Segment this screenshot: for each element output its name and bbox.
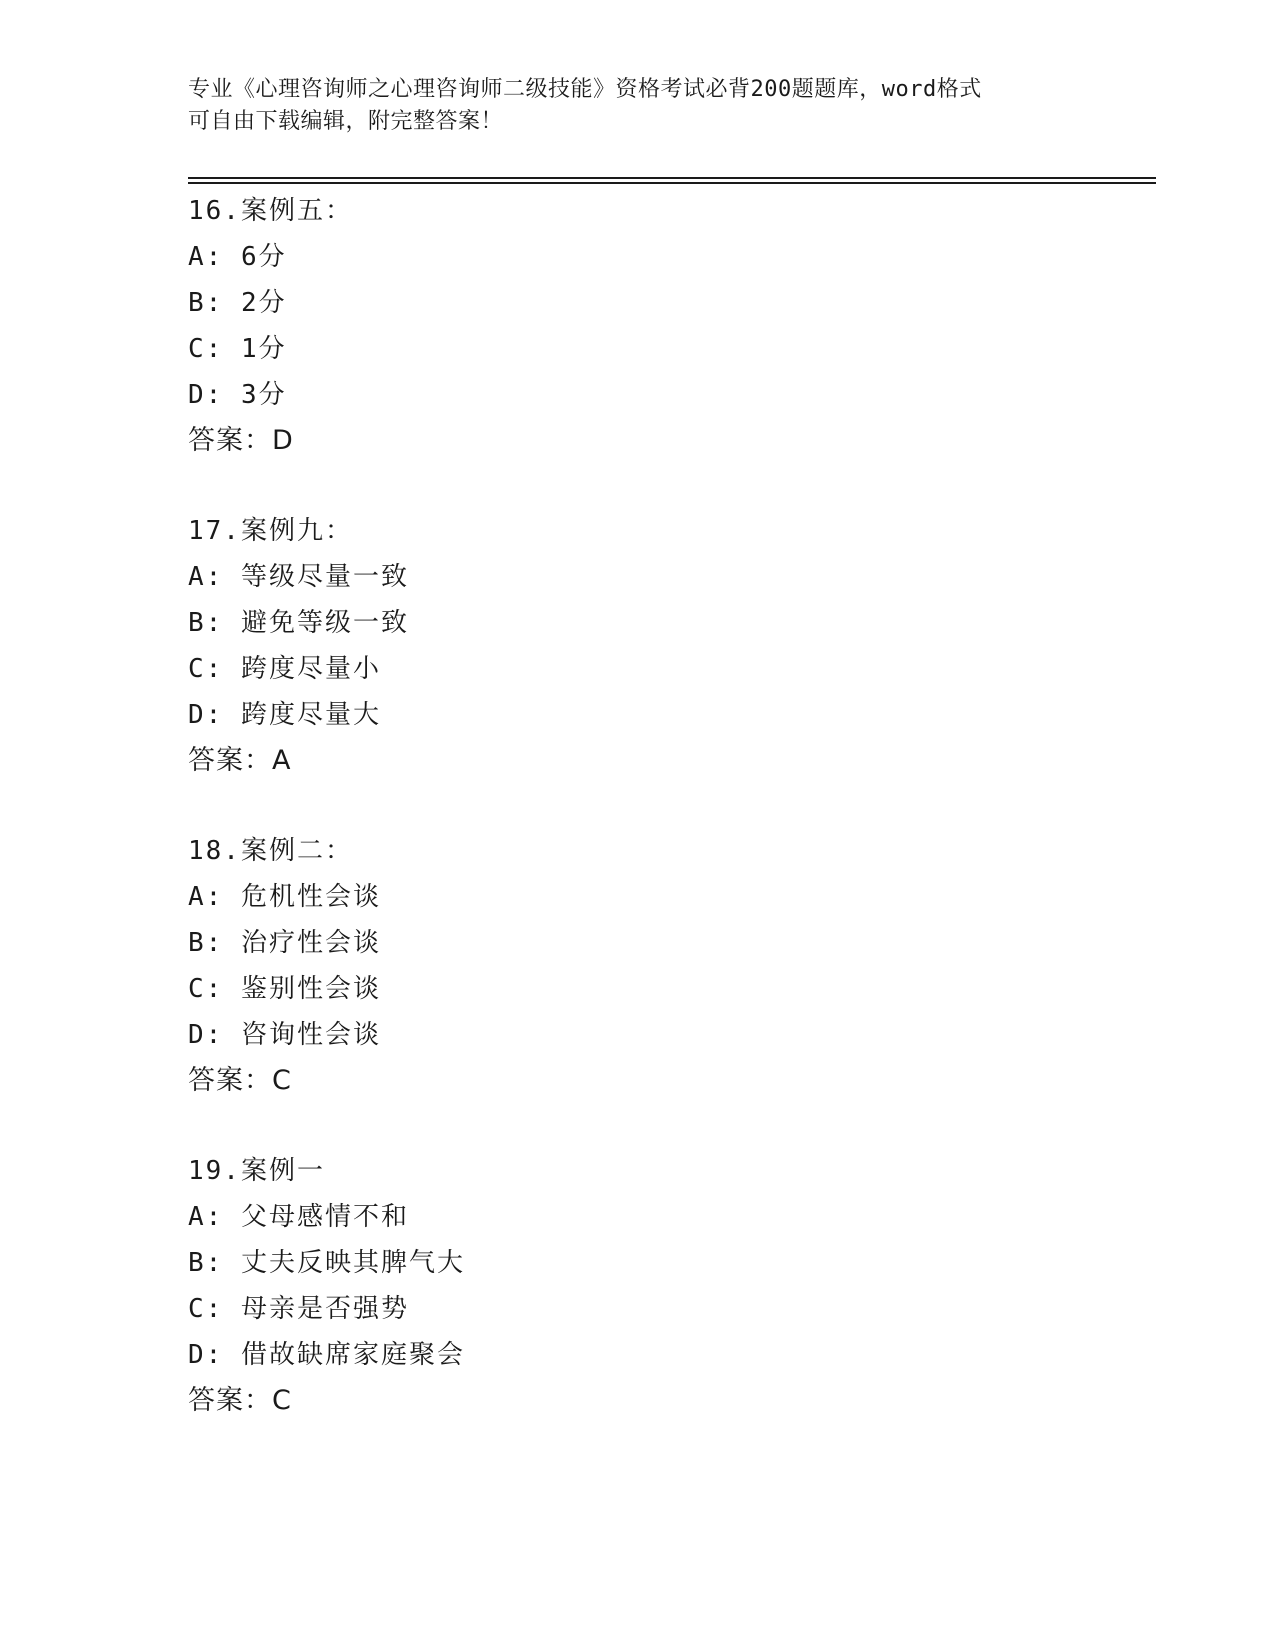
option-b: B: 丈夫反映其脾气大 bbox=[188, 1248, 465, 1278]
document-header bbox=[188, 74, 1088, 138]
option-c: C: 鉴别性会谈 bbox=[188, 974, 381, 1004]
option-c: C: 母亲是否强势 bbox=[188, 1294, 409, 1324]
question-title: 17.案例九： bbox=[188, 516, 353, 546]
option-d: D: 3分 bbox=[188, 380, 287, 410]
option-a: A: 等级尽量一致 bbox=[188, 562, 409, 592]
option-d: D: 借故缺席家庭聚会 bbox=[188, 1340, 465, 1370]
option-a: A: 父母感情不和 bbox=[188, 1202, 409, 1232]
option-b: B: 治疗性会谈 bbox=[188, 928, 381, 958]
question-17 bbox=[188, 508, 1088, 784]
option-a: A: 危机性会谈 bbox=[188, 882, 381, 912]
answer: 答案：C bbox=[188, 1385, 292, 1416]
question-title: 16.案例五： bbox=[188, 196, 353, 226]
question-16 bbox=[188, 188, 1088, 464]
option-b: B: 避免等级一致 bbox=[188, 608, 409, 638]
header-divider-top bbox=[188, 177, 1156, 179]
header-line-1: 专业《心理咨询师之心理咨询师二级技能》资格考试必背200题题库，word格式 bbox=[188, 77, 982, 102]
option-d: D: 跨度尽量大 bbox=[188, 700, 381, 730]
question-19 bbox=[188, 1148, 1088, 1424]
option-b: B: 2分 bbox=[188, 288, 287, 318]
option-a: A: 6分 bbox=[188, 242, 287, 272]
question-title: 18.案例二： bbox=[188, 836, 353, 866]
option-c: C: 1分 bbox=[188, 334, 287, 364]
option-c: C: 跨度尽量小 bbox=[188, 654, 381, 684]
header-divider-bottom bbox=[188, 182, 1156, 184]
answer: 答案：A bbox=[188, 745, 292, 776]
answer: 答案：C bbox=[188, 1065, 292, 1096]
header-line-2: 可自由下载编辑，附完整答案！ bbox=[188, 109, 504, 134]
option-d: D: 咨询性会谈 bbox=[188, 1020, 381, 1050]
answer: 答案：D bbox=[188, 425, 294, 456]
question-title: 19.案例一 bbox=[188, 1156, 325, 1186]
question-18 bbox=[188, 828, 1088, 1104]
